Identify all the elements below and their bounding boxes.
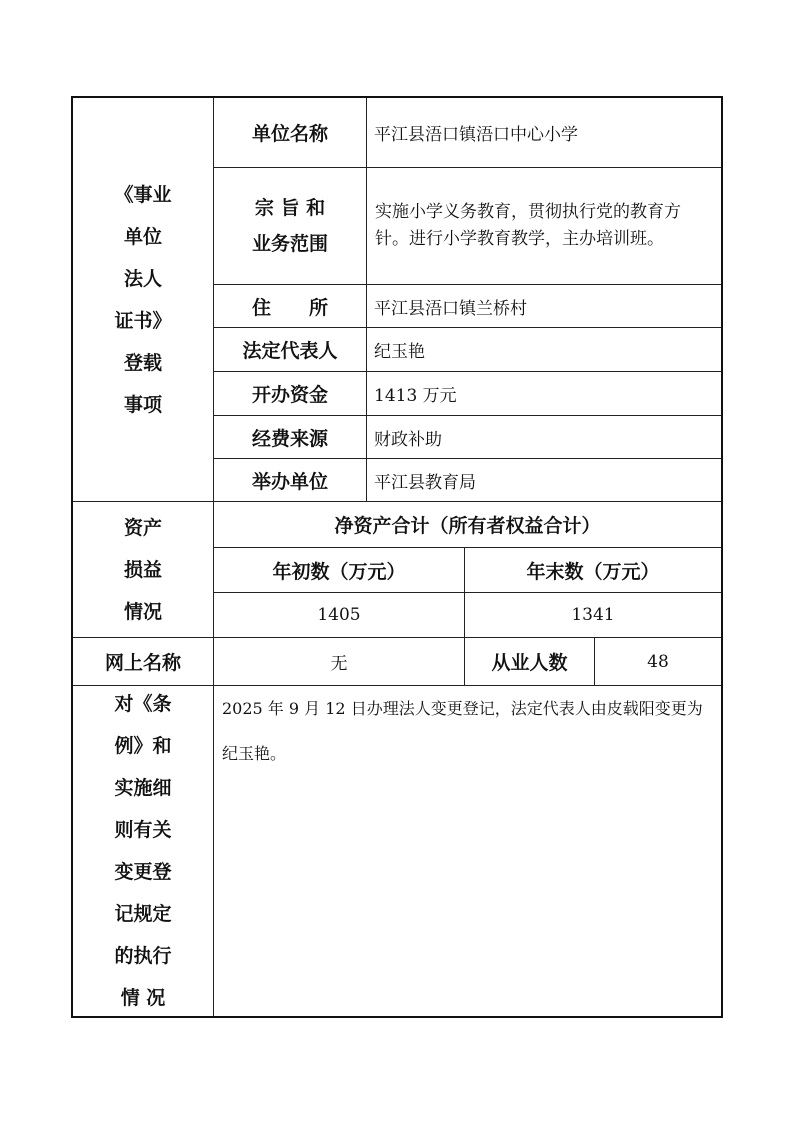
section-label-line: 资产 — [123, 516, 162, 539]
execution-status-value — [213, 685, 721, 1016]
section-label-line: 证书》 — [114, 309, 172, 332]
section-label-line: 变更登 — [114, 861, 172, 883]
online-name-value: 无 — [213, 637, 464, 685]
unit-name-value: 平江县浯口镇浯口中心小学 — [366, 98, 721, 167]
purpose-label-line: 业务范围 — [251, 233, 328, 255]
section-label-line: 法人 — [123, 267, 162, 290]
capital-label: 开办资金 — [213, 371, 366, 415]
unit-name-label: 单位名称 — [213, 98, 366, 167]
sponsor-label: 举办单位 — [213, 458, 366, 501]
begin-year-value: 1405 — [213, 592, 464, 637]
purpose-label — [213, 167, 366, 284]
funding-label: 经费来源 — [213, 415, 366, 458]
employees-value: 48 — [594, 637, 721, 685]
execution-status-text: 2025 年 9 月 12 日办理法人变更登记，法定代表人由皮载阳变更为纪玉艳。 — [222, 699, 703, 763]
net-assets-header: 净资产合计（所有者权益合计） — [213, 501, 721, 547]
registration-form — [71, 96, 723, 1018]
section-label-line: 单位 — [123, 225, 162, 248]
section-label-line: 例》和 — [114, 735, 172, 757]
legal-rep-value: 纪玉艳 — [366, 327, 721, 371]
employees-label: 从业人数 — [464, 637, 594, 685]
section-label-line: 则有关 — [114, 819, 172, 841]
capital-value: 1413 万元 — [366, 371, 721, 415]
address-label: 住 所 — [213, 284, 366, 327]
online-name-label: 网上名称 — [73, 637, 213, 685]
section-label-line: 对《条 — [114, 693, 172, 715]
purpose-text: 实施小学义务教育，贯彻执行党的教育方针。进行小学教育教学，主办培训班。 — [375, 202, 681, 249]
section-label-line: 损益 — [123, 558, 162, 581]
section-label-line: 登载 — [123, 351, 162, 374]
registration-section-label — [73, 98, 213, 501]
end-year-label: 年末数（万元） — [464, 547, 721, 592]
section-label-line: 《事业 — [114, 183, 172, 206]
purpose-label-line: 宗 旨 和 — [254, 197, 326, 219]
purpose-value — [366, 167, 721, 284]
section-label-line: 情 况 — [120, 987, 166, 1009]
address-value: 平江县浯口镇兰桥村 — [366, 284, 721, 327]
execution-section-label — [73, 685, 213, 1016]
funding-value: 财政补助 — [366, 415, 721, 458]
section-label-line: 情况 — [123, 600, 162, 623]
section-label-line: 实施细 — [114, 777, 172, 799]
section-label-line: 记规定 — [114, 903, 172, 925]
legal-rep-label: 法定代表人 — [213, 327, 366, 371]
section-label-line: 事项 — [123, 393, 162, 416]
end-year-value: 1341 — [464, 592, 721, 637]
sponsor-value: 平江县教育局 — [366, 458, 721, 501]
assets-section-label — [73, 501, 213, 637]
begin-year-label: 年初数（万元） — [213, 547, 464, 592]
section-label-line: 的执行 — [114, 945, 172, 967]
